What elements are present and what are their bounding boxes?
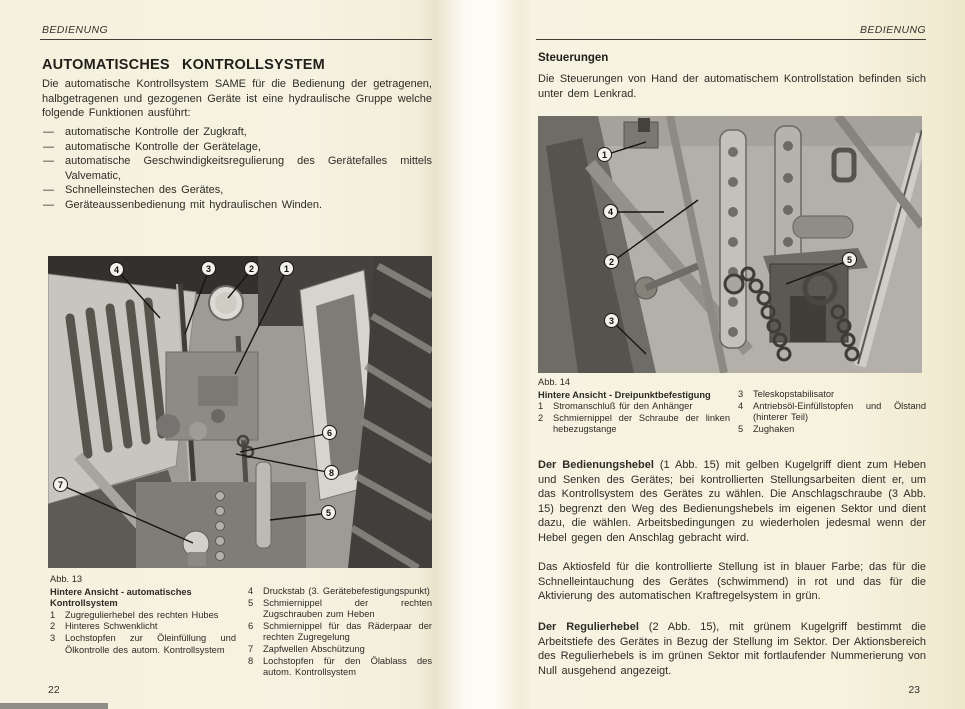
list-item: — Schnelleinstechen des Gerätes, (43, 184, 224, 197)
right-header-rule (536, 39, 926, 40)
list-item: — automatische Kontrolle der Gerätelage, (43, 140, 261, 153)
list-dash: — (43, 140, 54, 153)
legend-item: 6 Schmiernippel für das Räderpaar der rechten Zugregelung (248, 620, 432, 643)
scan-edge-artifact (0, 703, 108, 709)
callout-marker-4: 4 (603, 204, 618, 219)
aktionsfeld-paragraph: Das Aktiosfeld für die kontrollierte Stellung ist in blauer Farbe; das für die Schnelleintauchung des Gerätes (schwimmend) in rot und das für die Aktivierung des automatischen Kraftregelsystem in grün. (538, 561, 926, 603)
paragraph-text: (2 Abb. 15), mit grünem Kugelgriff bestimmt die Arbeitstiefe des Gerätes in Bezug der Stellung im Sektor. Der Aktionsbereich des Regulierhebels is im grünen Sektor mit fortlaufender Nummerierung von Null ausgehend angezeigt. (538, 621, 926, 677)
caption-column-2 (738, 389, 926, 435)
bedienungshebel-paragraph (538, 458, 926, 546)
legend-item: 4 Antriebsöl-Einfüllstopfen und Ölstand (hinterer Teil) (738, 400, 926, 423)
list-dash: — (43, 126, 54, 138)
caption-column-1 (538, 377, 730, 436)
figure-label: Abb. 13 (50, 574, 83, 584)
legend-item: 3 Lochstopfen zur Öleinfüllung und Ölkontrolle des autom. Kontrollsystem (50, 632, 236, 655)
left-page-title: AUTOMATISCHES KONTROLLSYSTEM (42, 57, 325, 73)
legend-item: 7 Zapfwellen Abschützung (248, 643, 365, 654)
callout-marker-7: 7 (53, 477, 68, 492)
legend-item: 5 Schmiernippel der rechten Zugschrauben zum Heben (248, 597, 432, 620)
legend-item: 5 Zughaken (738, 423, 795, 434)
list-item: — automatische Kontrolle der Zugkraft, (43, 126, 247, 138)
tractor-rear-photo-abb13 (48, 256, 432, 568)
list-dash: — (43, 184, 54, 197)
list-item: — automatische Geschwindigkeitsregulierung des Gerätefalles mittels Valvematic, (43, 155, 432, 182)
figure-title: Hintere Ansicht - automatisches Kontrollsystem (50, 586, 192, 609)
right-intro-paragraph: Die Steuerungen von Hand der automatischem Kontrollstation befinden sich unter dem Lenkrad. (538, 73, 926, 100)
legend-item: 2 Hinteres Schwenklicht (50, 621, 158, 632)
legend-item: 3 Teleskopstabilisator (738, 389, 835, 399)
legend-item: 2 Schmiernippel der Schraube der linken hebezugstange (538, 412, 730, 435)
callout-marker-1: 1 (279, 261, 294, 276)
list-dash: — (43, 198, 54, 211)
callout-marker-6: 6 (322, 425, 337, 440)
figure-abb13-photo (48, 256, 432, 568)
caption-column-1 (50, 574, 236, 656)
callout-marker-3: 3 (604, 313, 619, 328)
paragraph-lead: Der Bedienungshebel (538, 459, 654, 471)
callout-marker-8: 8 (324, 465, 339, 480)
left-intro-paragraph: Die automatische Kontrollsystem SAME für die Bedienung der getragenen, halbgetragenen und gezogenen Geräte ist eine hydraulische Gruppe welche folgende Funktionen ausführt: (42, 78, 432, 120)
book-spine-gutter (435, 0, 530, 709)
legend-item: 1 Stromanschluß für den Anhänger (538, 401, 693, 412)
legend-item: 8 Lochstopfen für den Ölablass des autom. Kontrollsystem (248, 655, 432, 678)
figure-label: Abb. 14 (538, 377, 571, 387)
callout-marker-2: 2 (244, 261, 259, 276)
paragraph-lead: Der Regulierhebel (538, 621, 639, 633)
left-page-number: 22 (48, 684, 60, 696)
regulierhebel-paragraph (538, 620, 926, 678)
list-item: — Geräteaussenbedienung mit hydraulischen Winden. (43, 198, 323, 211)
caption-column-2 (248, 586, 432, 679)
callout-marker-1: 1 (597, 147, 612, 162)
left-running-header: BEDIENUNG (42, 24, 109, 36)
right-running-header: BEDIENUNG (859, 24, 926, 36)
function-list (42, 125, 432, 213)
callout-marker-5: 5 (321, 505, 336, 520)
three-point-hitch-photo-abb14 (538, 116, 922, 373)
callout-marker-4: 4 (109, 262, 124, 277)
right-section-title: Steuerungen (538, 52, 609, 64)
legend-item: 4 Druckstab (3. Gerätebefestigungspunkt) (248, 586, 430, 596)
callout-marker-3: 3 (201, 261, 216, 276)
figure-abb14-photo (538, 116, 922, 373)
list-dash: — (43, 155, 54, 168)
callout-marker-2: 2 (604, 254, 619, 269)
paragraph-text: (1 Abb. 15) mit gelben Kugelgriff dient zum Heben und Senken des Gerätes; bei kontrollierten Stellungsarbeiten dient er, um das Kontrollsystem des Gerätes zu wählen. Die Anschlagschraube (3 Abb. 15) begrenzt den Weg des Bedienungshebels im eigenen Sektor und dient dazu, die wählen. Arbeitsbedingungen zu wiederholen jedesmal wenn der Hebel gegen den Anschlag gebracht wird. (538, 459, 926, 544)
legend-item: 1 Zugregulierhebel des rechten Hubes (50, 609, 219, 620)
left-header-rule (40, 39, 432, 40)
callout-marker-5: 5 (842, 252, 857, 267)
figure-title: Hintere Ansicht - Dreipunktbefestigung (538, 389, 711, 400)
right-page-number: 23 (908, 684, 920, 696)
